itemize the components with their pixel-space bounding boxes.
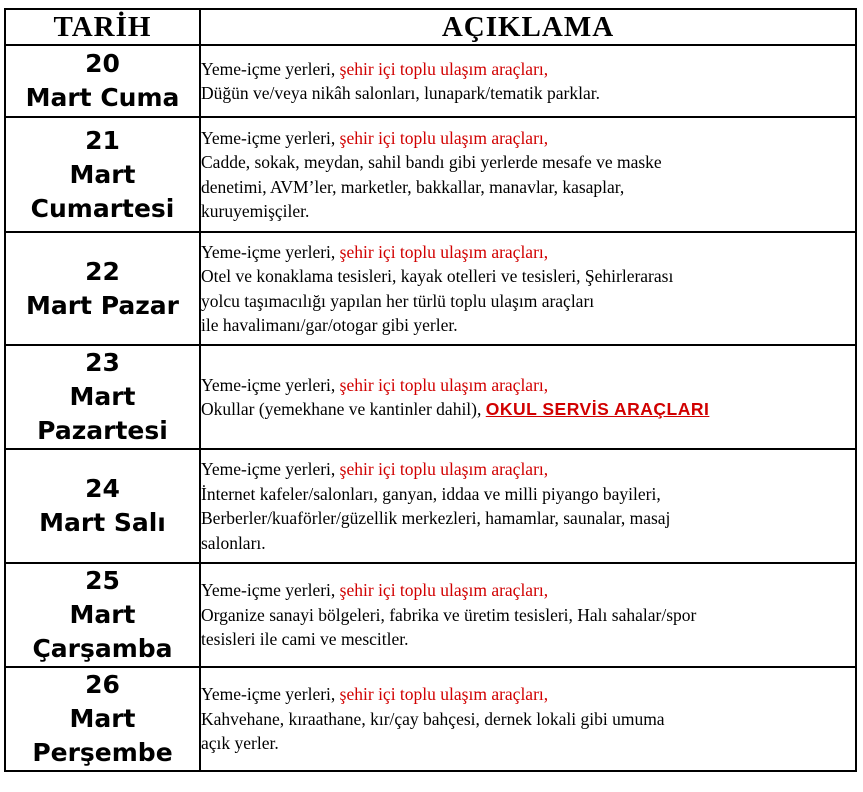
date-column-header: TARİH [5,9,200,45]
prefix-text: Yeme-içme yerleri, [201,58,340,79]
description-cell [200,667,856,771]
prefix-text: Yeme-içme yerleri, [201,374,340,395]
date-line: 24 [85,474,120,503]
date-line: Mart Cuma [25,83,180,112]
highlight-text: şehir içi toplu ulaşım araçları, [339,374,549,395]
description-line: İnternet kafeler/salonları, ganyan, iddaa ve milli piyango bayileri, [201,483,661,504]
description-line: kuruyemişçiler. [201,201,310,221]
prefix-text: Yeme-içme yerleri, [201,684,340,705]
date-line: Cumartesi [30,193,175,223]
description-text: Okullar (yemekhane ve kantinler dahil), [201,399,486,419]
table-row [5,232,856,345]
date-line: Mart [69,382,136,411]
table-row [5,449,856,563]
description-line [201,682,855,707]
date-cell [5,117,200,232]
description-line [201,57,855,82]
description-line: Düğün ve/veya nikâh salonları, lunapark/tematik parklar. [201,83,600,103]
description-line: Kahvehane, kıraathane, kır/çay bahçesi, dernek lokali gibi umuma [201,708,665,729]
table-row [5,667,856,771]
table-row [5,345,856,449]
date-line: 26 [85,670,120,699]
table-row [5,117,856,232]
date-cell [5,232,200,345]
highlight-text: şehir içi toplu ulaşım araçları, [339,684,549,705]
description-cell [200,117,856,232]
date-cell [5,449,200,563]
date-cell [5,667,200,771]
description-line [201,397,855,422]
date-line: Mart [69,159,136,189]
date-line: 22 [85,256,120,286]
prefix-text: Yeme-içme yerleri, [201,241,340,262]
description-line [201,578,855,603]
prefix-text: Yeme-içme yerleri, [201,127,340,148]
date-line: Pazartesi [37,416,168,445]
date-line: Mart [69,600,136,629]
table-row [5,563,856,667]
date-line: Mart [69,704,136,733]
highlight-text: şehir içi toplu ulaşım araçları, [339,58,549,79]
description-cell [200,232,856,345]
prefix-text: Yeme-içme yerleri, [201,459,340,479]
description-line: Cadde, sokak, meydan, sahil bandı gibi yerlerde mesafe ve maske [201,152,662,172]
description-line: Berberler/kuaförler/güzellik merkezleri, hamamlar, saunalar, masaj [201,508,671,528]
date-line: Mart Salı [39,508,166,537]
school-bus-warning: OKUL SERVİS ARAÇLARI [485,399,710,419]
description-line [201,457,855,482]
description-line: Organize sanayi bölgeleri, fabrika ve üretim tesisleri, Halı sahalar/spor [201,604,697,625]
description-line [201,373,855,398]
description-line: ile havalimanı/gar/otogar gibi yerler. [201,315,458,335]
date-cell [5,345,200,449]
prefix-text: Yeme-içme yerleri, [201,580,340,601]
date-line: Perşembe [32,738,173,767]
description-line: tesisleri ile cami ve mescitler. [201,629,409,650]
highlight-text: şehir içi toplu ulaşım araçları, [339,580,549,601]
date-line: 20 [85,49,120,78]
description-line: yolcu taşımacılığı yapılan her türlü toplu ulaşım araçları [201,290,595,311]
date-line: 25 [85,566,120,595]
description-column-header: AÇIKLAMA [200,9,856,45]
description-line [201,126,855,151]
table-row [5,45,856,117]
header-row [5,9,856,45]
description-cell [200,563,856,667]
highlight-text: şehir içi toplu ulaşım araçları, [339,127,549,148]
description-cell [200,449,856,563]
description-line [201,240,855,265]
description-line: Otel ve konaklama tesisleri, kayak otelleri ve tesisleri, Şehirlerarası [201,266,674,286]
date-line: 23 [85,348,120,377]
date-cell [5,45,200,117]
highlight-text: şehir içi toplu ulaşım araçları, [339,459,549,479]
description-cell [200,345,856,449]
date-line: 21 [85,125,120,155]
date-cell [5,563,200,667]
description-line: salonları. [201,532,266,553]
highlight-text: şehir içi toplu ulaşım araçları, [339,241,549,262]
date-line: Mart Pazar [25,290,179,320]
description-line: açık yerler. [201,733,279,754]
description-line: denetimi, AVM’ler, marketler, bakkallar, manavlar, kasaplar, [201,176,625,197]
description-cell [200,45,856,117]
date-line: Çarşamba [32,634,173,663]
schedule-table [4,8,857,772]
